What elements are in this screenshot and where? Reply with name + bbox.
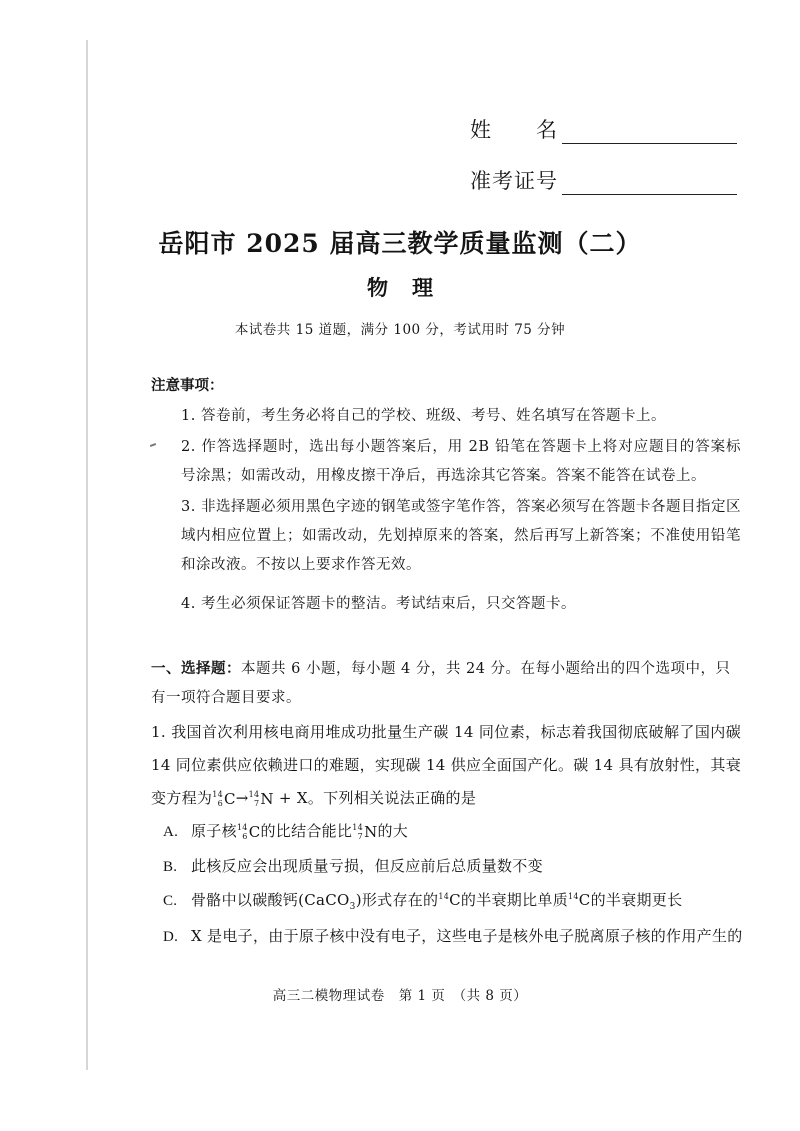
option-d: D. X 是电子，由于原子核中没有电子，这些电子是核外电子脱离原子核的作用产生的 (163, 927, 743, 945)
exam-title: 岳阳市 2025 届高三教学质量监测（二） (158, 229, 642, 258)
section-label: 一、选择题： (151, 660, 241, 677)
nitrogen-14-nuclide: 14 7 N (352, 823, 378, 841)
id-blank[interactable] (562, 170, 737, 195)
name-label: 姓 名 (470, 118, 558, 142)
option-b: B. 此核反应会出现质量亏损，但反应前后总质量数不变 (163, 857, 543, 875)
page-footer: 高三二模物理试卷 第 1 页 （共 8 页） (272, 988, 528, 1004)
section-text: 本题共 6 小题，每小题 4 分，共 24 分。在每小题给出的四个选项中，只有一项符合题目要求。 (151, 661, 731, 706)
carbon-14-nuclide: 14 6 C (212, 789, 236, 808)
nitrogen-14-nuclide: 14 7 N (248, 789, 274, 808)
section-header (151, 654, 741, 713)
notice-item: 4. 考生必须保证答题卡的整洁。考试结束后，只交答题卡。 (181, 596, 576, 612)
binding-margin-line (86, 40, 88, 1070)
id-field (470, 165, 737, 195)
question-1-stem: 1. 我国首次利用核电商用堆成功批量生产碳 14 同位素，标志着我国彻底破解了国内碳 14 同位素供应依赖进口的难题，实现碳 14 供应全面国产化。碳 14 具有放射性，其衰变方程为 14 6 C → 14 7 N + X。下列相关说法正确的是 (151, 716, 741, 816)
carbon-14-nuclide: 14 6 C (236, 823, 261, 841)
option-a: A. 原子核 14 6 C 的比结合能比 14 7 N 的大 (163, 822, 409, 841)
notice-item: 2. 作答选择题时，选出每小题答案后，用 2B 铅笔在答题卡上将对应题目的答案标号涂黑；如需改动，用橡皮擦干净后，再选涂其它答案。答案不能答在试卷上。 (181, 439, 741, 484)
id-label: 准考证号 (470, 169, 558, 193)
exam-meta: 本试卷共 15 道题，满分 100 分，考试用时 75 分钟 (234, 322, 566, 338)
notice-item: 1. 答卷前，考生务必将自己的学校、班级、考号、姓名填写在答题卡上。 (181, 408, 666, 424)
option-c: C. 骨骼中以碳酸钙(CaCO$_3$)形式存在的$^{14}$C的半衰期比单质$^{14}$C的半衰期更长 (163, 891, 683, 912)
name-blank[interactable] (562, 119, 737, 144)
subject-title: 物理 (367, 275, 457, 300)
notice-item: 3. 非选择题必须用黑色字迹的钢笔或签字笔作答，答案必须写在答题卡各题目指定区域内相应位置上；如需改动，先划掉原来的答案，然后再写上新答案；不准使用铅笔和涂改液。不按以上要求作答无效。 (181, 499, 741, 573)
notice-heading: 注意事项： (151, 377, 224, 394)
arrow: → (235, 789, 249, 807)
name-field (470, 114, 737, 144)
